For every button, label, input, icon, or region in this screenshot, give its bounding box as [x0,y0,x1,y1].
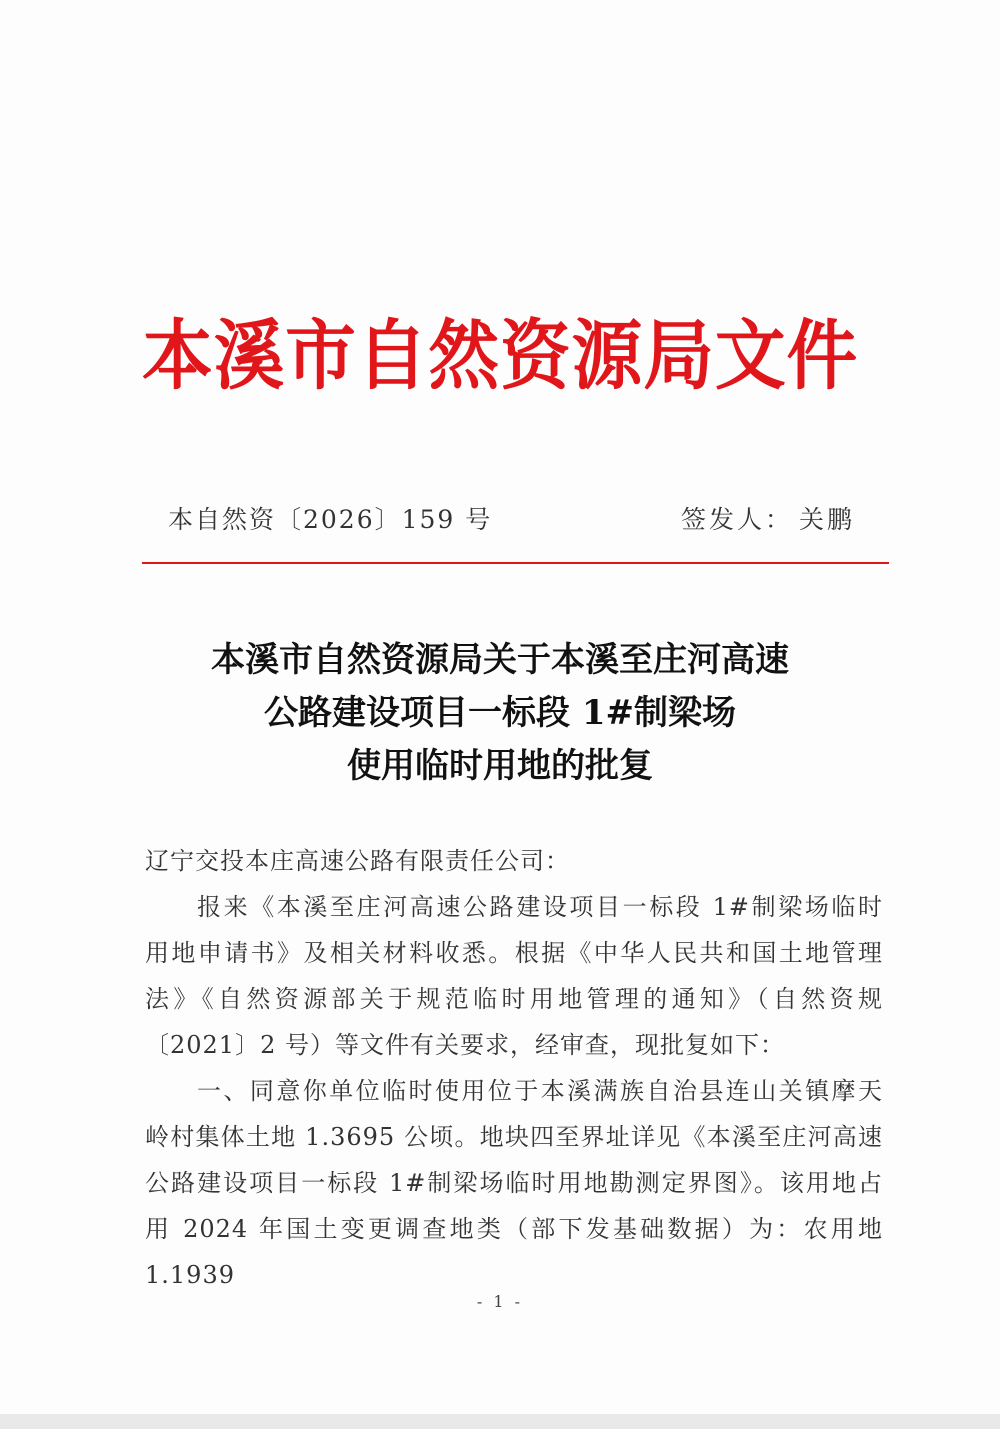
paragraph-2-line-4: 用 2024 年国土变更调查地类（部下发基础数据）为：农用地 1.1939 [145,1215,883,1289]
paragraph-1-line-2: 用地申请书》及相关材料收悉。根据《中华人民共和国土地管理 [145,939,883,967]
issuing-authority-title: 本溪市自然资源局文件 [141,311,859,400]
document-body [145,838,883,1298]
paragraph-1-line-1: 报来《本溪至庄河高速公路建设项目一标段 1#制梁场临时 [197,893,883,921]
page-number: - 1 - [476,1292,524,1311]
red-divider-line [142,562,889,564]
document-subject [0,634,1000,793]
signer-name: 关鹏 [798,505,855,534]
paragraph-2-line-3: 公路建设项目一标段 1#制梁场临时用地勘测定界图》。该用地占 [145,1169,883,1197]
paragraph-2-line-2: 岭村集体土地 1.3695 公顷。地块四至界址详见《本溪至庄河高速 [145,1123,883,1151]
salutation: 辽宁交投本庄高速公路有限责任公司： [145,847,570,875]
subject-line-1: 本溪市自然资源局关于本溪至庄河高速 [211,640,789,680]
document-number: 本自然资〔2026〕159 号 [168,505,493,534]
paragraph-2-line-1: 一、同意你单位临时使用位于本溪满族自治县连山关镇摩天 [197,1077,883,1105]
paragraph-1-line-3: 法》《自然资源部关于规范临时用地管理的通知》（自然资规 [145,985,883,1013]
signer [681,500,855,540]
subject-line-2: 公路建设项目一标段 1#制梁场 [264,693,736,733]
subject-line-3: 使用临时用地的批复 [347,746,653,786]
signer-label: 签发人： [680,505,793,534]
paragraph-1-line-4: 〔2021〕2 号）等文件有关要求，经审查，现批复如下： [145,1031,785,1059]
